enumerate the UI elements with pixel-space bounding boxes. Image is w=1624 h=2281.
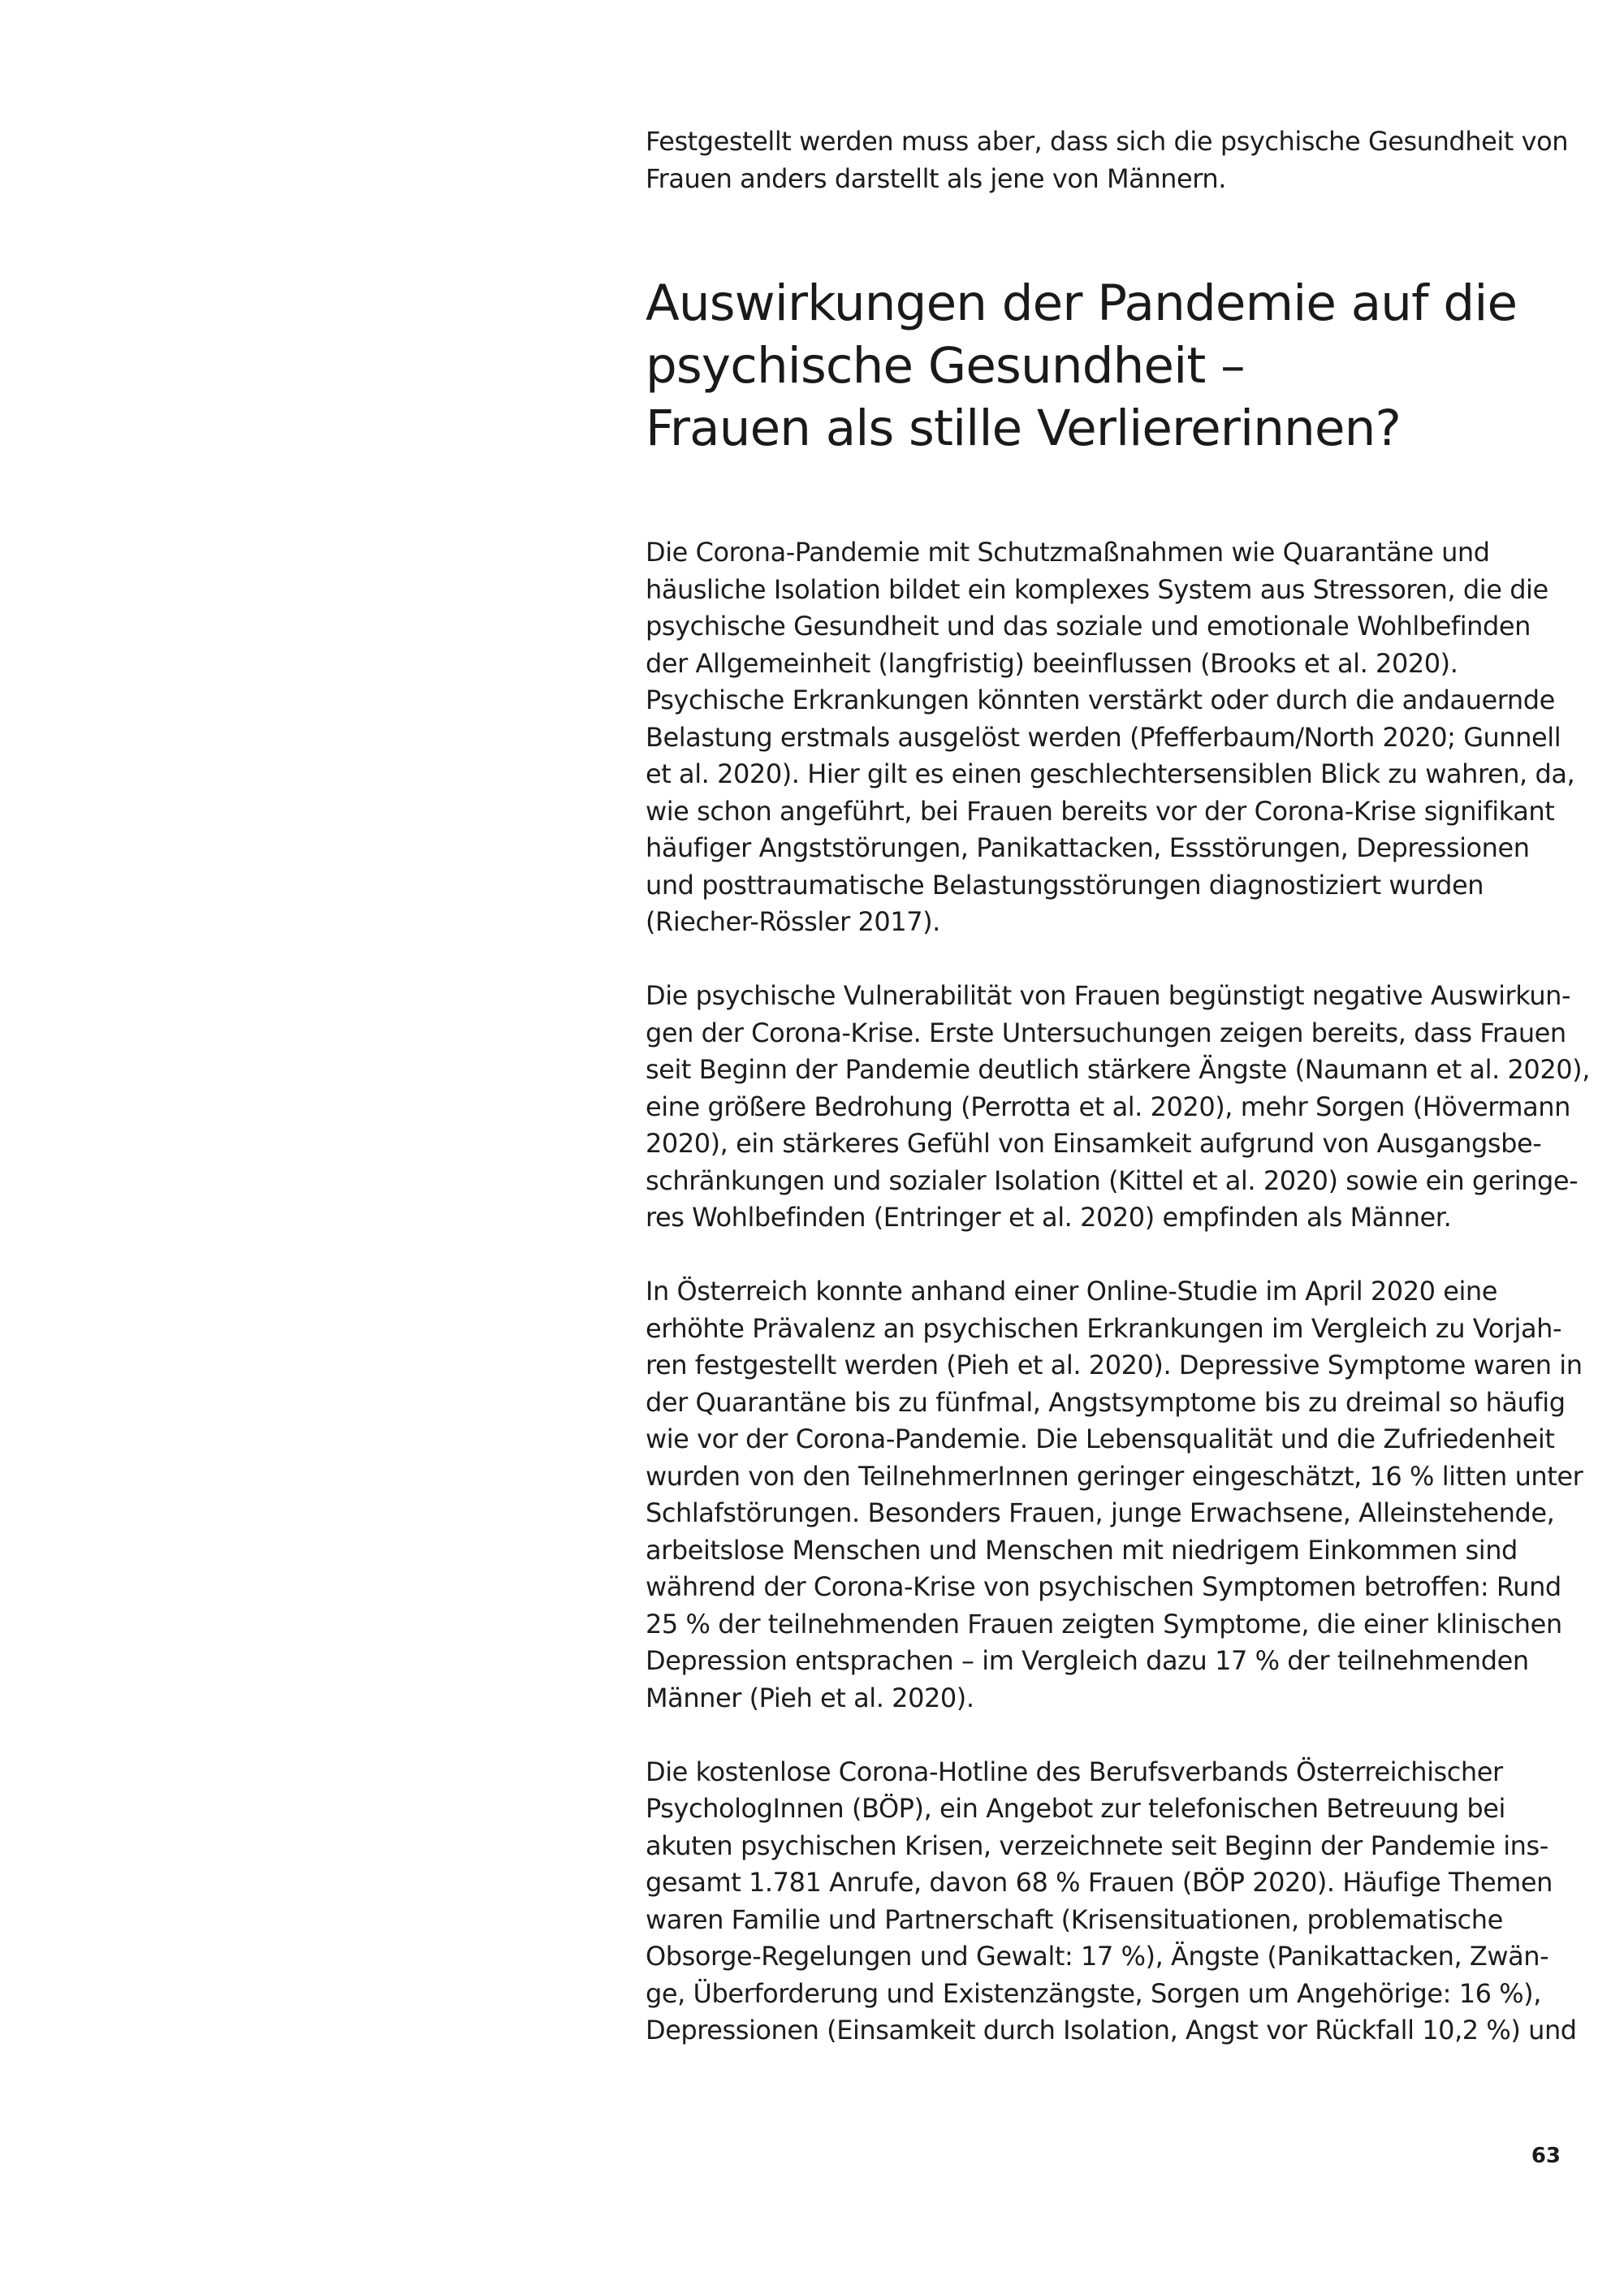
text-line: Die Corona-Pandemie mit Schutzmaßnahmen wie Quarantäne und bbox=[646, 537, 1490, 568]
heading-line: psychische Gesundheit – bbox=[646, 337, 1245, 395]
text-line: während der Corona-Krise von psychischen Symptomen betroffen: Rund bbox=[646, 1571, 1561, 1602]
intro-paragraph bbox=[646, 123, 1569, 197]
text-line: gesamt 1.781 Anrufe, davon 68 % Frauen (BÖP 2020). Häufige Themen bbox=[646, 1867, 1553, 1898]
text-line: wie vor der Corona-Pandemie. Die Lebensqualität und die Zufriedenheit bbox=[646, 1423, 1555, 1454]
text-line: waren Familie und Partnerschaft (Krisensituationen, problematische bbox=[646, 1903, 1503, 1935]
heading-line: Auswirkungen der Pandemie auf die bbox=[646, 274, 1518, 332]
text-line: akuten psychischen Krisen, verzeichnete seit Beginn der Pandemie ins- bbox=[646, 1830, 1548, 1861]
text-line: der Allgemeinheit (langfristig) beeinflussen (Brooks et al. 2020). bbox=[646, 647, 1458, 679]
text-line: res Wohlbefinden (Entringer et al. 2020) empfinden als Männer. bbox=[646, 1202, 1452, 1233]
text-line: der Quarantäne bis zu fünfmal, Angstsymptome bis zu dreimal so häufig bbox=[646, 1386, 1566, 1418]
text-line: Depression entsprachen – im Vergleich dazu 17 % der teilnehmenden bbox=[646, 1645, 1529, 1676]
text-line: wie schon angeführt, bei Frauen bereits vor der Corona-Krise signifikant bbox=[646, 795, 1555, 827]
text-line: Belastung erstmals ausgelöst werden (Pfefferbaum/North 2020; Gunnell bbox=[646, 721, 1561, 753]
text-line: und posttraumatische Belastungsstörungen diagnostiziert wurden bbox=[646, 869, 1484, 901]
paragraph-hotline bbox=[646, 1754, 1577, 2050]
text-line: ren festgestellt werden (Pieh et al. 2020). Depressive Symptome waren in bbox=[646, 1350, 1583, 1380]
text-line: Depressionen (Einsamkeit durch Isolation, Angst vor Rückfall 10,2 %) und bbox=[646, 2015, 1577, 2046]
text-line: Männer (Pieh et al. 2020). bbox=[646, 1682, 974, 1713]
text-line: et al. 2020). Hier gilt es einen geschlechtersensiblen Blick zu wahren, da, bbox=[646, 758, 1575, 789]
text-line: 2020), ein stärkeres Gefühl von Einsamkeit aufgrund von Ausgangsbe- bbox=[646, 1128, 1542, 1159]
page-number: 63 bbox=[1531, 2144, 1561, 2168]
text-line: Festgestellt werden muss aber, dass sich die psychische Gesundheit von bbox=[646, 126, 1569, 157]
text-line: ge, Überforderung und Existenzängste, Sorgen um Angehörige: 16 %), bbox=[646, 1977, 1541, 2009]
text-line: Schlafstörungen. Besonders Frauen, junge Erwachsene, Alleinstehende, bbox=[646, 1497, 1555, 1528]
text-line: 25 % der teilnehmenden Frauen zeigten Symptome, die einer klinischen bbox=[646, 1608, 1562, 1639]
text-line: wurden von den TeilnehmerInnen geringer eingeschätzt, 16 % litten unter bbox=[646, 1460, 1583, 1492]
text-line: psychische Gesundheit und das soziale und emotionale Wohlbefinden bbox=[646, 611, 1531, 642]
text-line: seit Beginn der Pandemie deutlich stärkere Ängste (Naumann et al. 2020), bbox=[646, 1054, 1590, 1085]
text-column bbox=[646, 123, 1590, 2050]
heading-line: Frauen als stille Verliererinnen? bbox=[646, 400, 1402, 457]
text-line: häusliche Isolation bildet ein komplexes System aus Stressoren, die die bbox=[646, 573, 1548, 605]
text-line: (Riecher-Rössler 2017). bbox=[646, 906, 940, 937]
text-line: In Österreich konnte anhand einer Online-Studie im April 2020 eine bbox=[646, 1276, 1497, 1307]
text-line: Die psychische Vulnerabilität von Frauen begünstigt negative Auswirkun- bbox=[646, 980, 1571, 1011]
paragraph-corona-stressors bbox=[646, 534, 1575, 941]
text-line: Die kostenlose Corona-Hotline des Berufsverbands Österreichischer bbox=[646, 1756, 1503, 1787]
paragraph-vulnerability bbox=[646, 978, 1590, 1237]
text-line: PsychologInnen (BÖP), ein Angebot zur telefonischen Betreuung bei bbox=[646, 1793, 1505, 1824]
section-heading bbox=[646, 272, 1559, 460]
text-line: Psychische Erkrankungen könnten verstärkt oder durch die andauernde bbox=[646, 685, 1555, 715]
text-line: häufiger Angststörungen, Panikattacken, Essstörungen, Depressionen bbox=[646, 832, 1530, 863]
text-line: schränkungen und sozialer Isolation (Kittel et al. 2020) sowie ein geringe- bbox=[646, 1164, 1579, 1196]
text-line: Frauen anders darstellt als jene von Männern. bbox=[646, 162, 1226, 194]
text-line: Obsorge-Regelungen und Gewalt: 17 %), Ängste (Panikattacken, Zwän- bbox=[646, 1941, 1549, 1972]
text-line: eine größere Bedrohung (Perrotta et al. 2020), mehr Sorgen (Hövermann bbox=[646, 1091, 1570, 1122]
paragraph-austria-study bbox=[646, 1273, 1583, 1717]
text-line: erhöhte Prävalenz an psychischen Erkrankungen im Vergleich zu Vorjah- bbox=[646, 1312, 1562, 1344]
text-line: gen der Corona-Krise. Erste Untersuchungen zeigen bereits, dass Frauen bbox=[646, 1017, 1566, 1048]
text-line: arbeitslose Menschen und Menschen mit niedrigem Einkommen sind bbox=[646, 1534, 1518, 1566]
